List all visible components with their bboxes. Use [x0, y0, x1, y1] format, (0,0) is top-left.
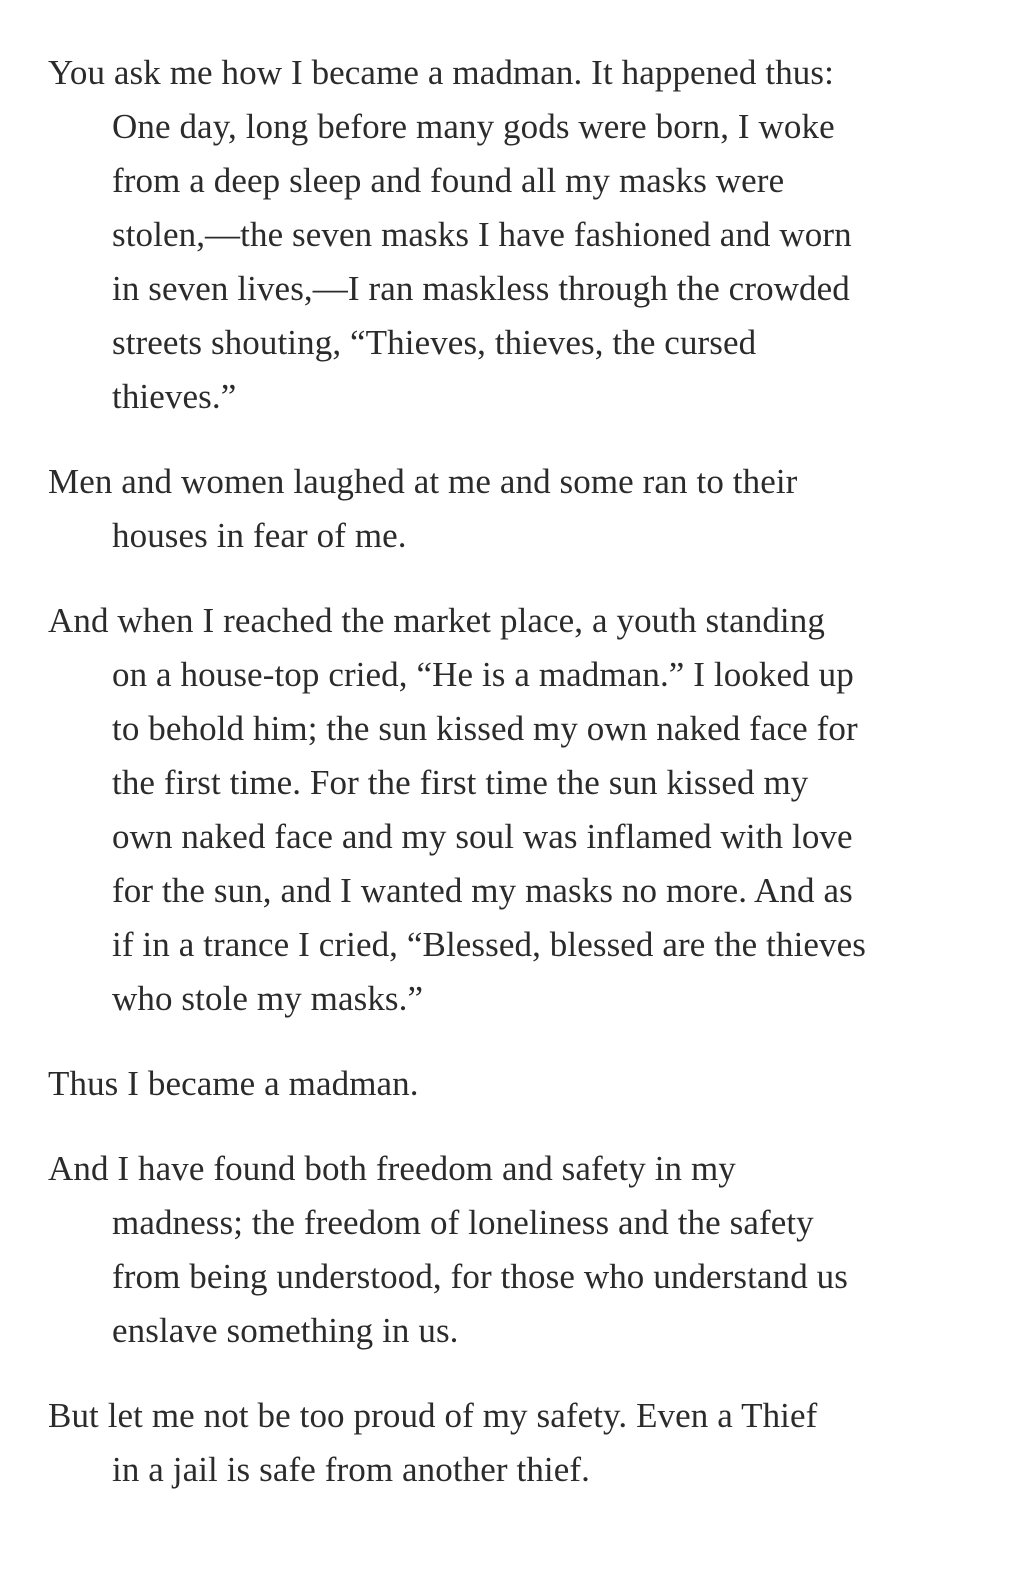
paragraph-market-place: And when I reached the market place, a youth standing on a house-top cried, “He is a madman.” I looked up to behold him; the sun kissed my own naked face for the first time. For the first time the sun kissed my own naked face and my soul was inflamed with love for the sun, and I wanted my masks no more. And as if in a trance I cried, “Blessed, blessed are the thieves who stole my masks.” — [48, 601, 866, 1018]
paragraph-how-i-became-madman: You ask me how I became a madman. It happened thus: One day, long before many gods were born, I woke from a deep sleep and found all my masks were stolen,—the seven masks I have fashioned and worn in seven lives,—I ran maskless through the crowded streets shouting, “Thieves, thieves, the cursed thieves.” — [48, 53, 852, 416]
document-body — [48, 46, 968, 1528]
paragraph-proud-of-safety: But let me not be too proud of my safety. Even a Thief in a jail is safe from another thief. — [48, 1396, 818, 1489]
paragraph-freedom-and-safety: And I have found both freedom and safety in my madness; the freedom of loneliness and the safety from being understood, for those who understand us enslave something in us. — [48, 1149, 848, 1350]
paragraph-men-and-women: Men and women laughed at me and some ran to their houses in fear of me. — [48, 462, 798, 555]
paragraph-thus-madman: Thus I became a madman. — [48, 1064, 419, 1103]
